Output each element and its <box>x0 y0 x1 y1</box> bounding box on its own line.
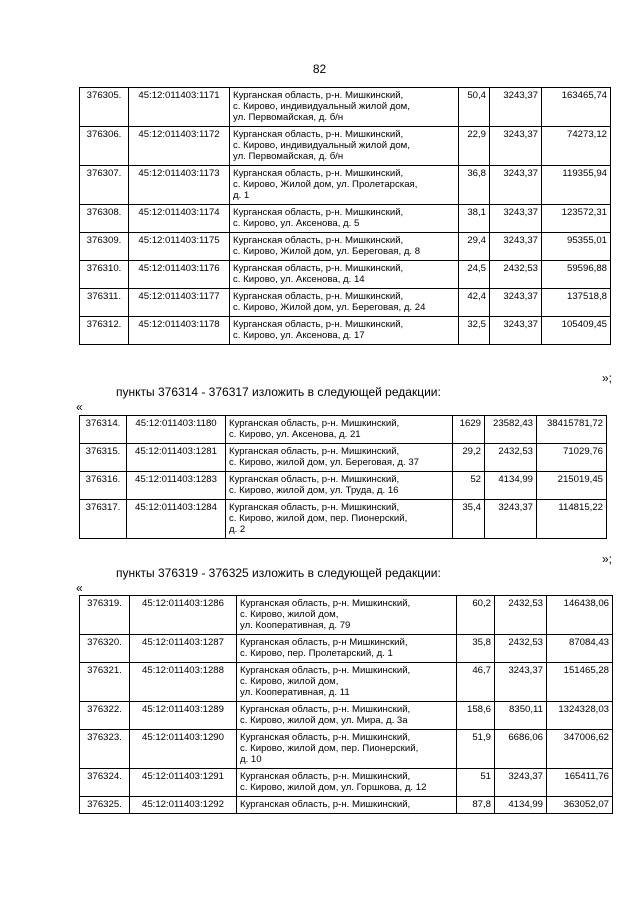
area-cell: 36,8 <box>459 166 490 205</box>
address-cell <box>230 127 459 166</box>
address-line: ул. Первомайская, д. б/н <box>233 151 344 162</box>
unit-price-cell: 3243,37 <box>495 769 547 797</box>
area-cell: 87,8 <box>457 797 495 814</box>
table-row <box>80 472 607 500</box>
address-line: с. Кирово, пер. Пролетарский, д. 1 <box>240 648 393 659</box>
address-line: с. Кирово, жилой дом, <box>240 676 339 687</box>
address-line: Курганская область, р-н. Мишкинский, <box>233 291 404 302</box>
address-cell <box>237 769 457 797</box>
table-row <box>80 88 611 127</box>
area-cell: 52 <box>453 472 485 500</box>
address-cell <box>230 205 459 233</box>
item-number-cell: 376321. <box>80 663 130 702</box>
address-line: с. Кирово, индивидуальный жилой дом, <box>233 101 410 112</box>
item-number-cell: 376319. <box>80 596 130 635</box>
item-number-cell: 376317. <box>80 500 127 539</box>
area-cell: 1629 <box>453 416 485 444</box>
item-number-cell: 376307. <box>80 166 129 205</box>
cadastral-cost-cell: 114815,22 <box>537 500 607 539</box>
closing-quote: »; <box>601 371 612 385</box>
cadastral-cost-cell: 151465,28 <box>547 663 613 702</box>
table-row <box>80 635 613 663</box>
address-cell <box>237 730 457 769</box>
unit-price-cell: 8350,11 <box>495 702 547 730</box>
item-number-cell: 376315. <box>80 444 127 472</box>
cadastral-cost-cell: 137518,8 <box>542 289 611 317</box>
address-line: Курганская область, р-н. Мишкинский, <box>233 90 404 101</box>
address-line: с. Кирово, жилой дом, пер. Пионерский, <box>240 743 419 754</box>
area-cell: 29,4 <box>459 233 490 261</box>
address-line: Курганская область, р-н. Мишкинский, <box>233 235 404 246</box>
cadastral-cost-cell: 163465,74 <box>542 88 611 127</box>
area-cell: 24,5 <box>459 261 490 289</box>
address-line: с. Кирово, Жилой дом, ул. Береговая, д. 8 <box>233 246 421 257</box>
item-number-cell: 376325. <box>80 797 130 814</box>
item-number-cell: 376308. <box>80 205 129 233</box>
unit-price-cell: 4134,99 <box>495 797 547 814</box>
address-line: с. Кирово, ул. Аксенова, д. 17 <box>233 330 365 341</box>
cadastral-number-cell: 45:12:011403:1177 <box>129 289 230 317</box>
cadastral-number-cell: 45:12:011403:1287 <box>130 635 237 663</box>
area-cell: 32,5 <box>459 317 490 345</box>
unit-price-cell: 2432,53 <box>485 444 537 472</box>
address-line: с. Кирово, жилой дом, ул. Труда, д. 16 <box>229 485 399 496</box>
address-cell <box>230 233 459 261</box>
area-cell: 35,4 <box>453 500 485 539</box>
address-line: д. 10 <box>240 754 262 765</box>
area-cell: 51 <box>457 769 495 797</box>
address-cell <box>230 261 459 289</box>
unit-price-cell: 3243,37 <box>490 205 542 233</box>
area-cell: 158,6 <box>457 702 495 730</box>
cadastral-number-cell: 45:12:011403:1174 <box>129 205 230 233</box>
table-row <box>80 416 607 444</box>
area-cell: 50,4 <box>459 88 490 127</box>
opening-quote: « <box>76 581 83 595</box>
unit-price-cell: 3243,37 <box>490 166 542 205</box>
table-row <box>80 769 613 797</box>
page-number: 82 <box>312 62 327 76</box>
item-number-cell: 376314. <box>80 416 127 444</box>
cadastral-cost-cell: 146438,06 <box>547 596 613 635</box>
table-row <box>80 261 611 289</box>
cadastral-number-cell: 45:12:011403:1180 <box>127 416 226 444</box>
table-row <box>80 317 611 345</box>
address-line: ул. Кооперативная, д. 79 <box>240 620 351 631</box>
address-line: Курганская область, р-н. Мишкинский, <box>240 704 411 715</box>
cadastral-cost-cell: 71029,76 <box>537 444 607 472</box>
table-row <box>80 289 611 317</box>
unit-price-cell: 3243,37 <box>490 88 542 127</box>
address-line: с. Кирово, жилой дом, ул. Береговая, д. 37 <box>229 457 419 468</box>
area-cell: 35,8 <box>457 635 495 663</box>
cadastral-cost-cell: 165411,76 <box>547 769 613 797</box>
area-cell: 29,2 <box>453 444 485 472</box>
address-line: Курганская область, р-н. Мишкинский, <box>229 418 400 429</box>
address-line: Курганская область, р-н. Мишкинский, <box>233 129 404 140</box>
area-cell: 42,4 <box>459 289 490 317</box>
table-row <box>80 500 607 539</box>
address-cell <box>237 797 457 814</box>
unit-price-cell: 2432,53 <box>495 596 547 635</box>
item-number-cell: 376323. <box>80 730 130 769</box>
unit-price-cell: 2432,53 <box>490 261 542 289</box>
address-cell <box>230 166 459 205</box>
address-cell <box>230 88 459 127</box>
item-number-cell: 376311. <box>80 289 129 317</box>
address-line: с. Кирово, жилой дом, ул. Горшкова, д. 12 <box>240 782 427 793</box>
address-line: Курганская область, р-н. Мишкинский, <box>229 502 400 513</box>
cadastral-cost-cell: 123572,31 <box>542 205 611 233</box>
cadastral-number-cell: 45:12:011403:1171 <box>129 88 230 127</box>
item-number-cell: 376310. <box>80 261 129 289</box>
area-cell: 38,1 <box>459 205 490 233</box>
address-cell <box>237 635 457 663</box>
cadastral-number-cell: 45:12:011403:1290 <box>130 730 237 769</box>
cadastre-table-1 <box>79 87 611 345</box>
address-line: Курганская область, р-н. Мишкинский, <box>240 665 411 676</box>
address-line: с. Кирово, Жилой дом, ул. Береговая, д. 24 <box>233 302 426 313</box>
item-number-cell: 376324. <box>80 769 130 797</box>
table-row <box>80 233 611 261</box>
cadastral-cost-cell: 1324328,03 <box>547 702 613 730</box>
unit-price-cell: 3243,37 <box>490 317 542 345</box>
cadastral-number-cell: 45:12:011403:1284 <box>127 500 226 539</box>
unit-price-cell: 3243,37 <box>490 127 542 166</box>
unit-price-cell: 3243,37 <box>485 500 537 539</box>
item-number-cell: 376320. <box>80 635 130 663</box>
cadastral-number-cell: 45:12:011403:1292 <box>130 797 237 814</box>
cadastre-table-3 <box>79 595 613 814</box>
address-line: Курганская область, р-н. Мишкинский, <box>240 598 411 609</box>
address-cell <box>226 416 453 444</box>
cadastre-table-2 <box>79 415 607 539</box>
cadastral-cost-cell: 105409,45 <box>542 317 611 345</box>
table-row <box>80 797 613 814</box>
address-cell <box>226 500 453 539</box>
address-line: Курганская область, р-н. Мишкинский, <box>233 319 404 330</box>
table-row <box>80 702 613 730</box>
table-row <box>80 127 611 166</box>
item-number-cell: 376305. <box>80 88 129 127</box>
unit-price-cell: 3243,37 <box>490 289 542 317</box>
address-line: д. 2 <box>229 524 246 535</box>
table-row <box>80 166 611 205</box>
address-line: Курганская область, р-н. Мишкинский, <box>229 474 400 485</box>
address-line: с. Кирово, жилой дом, ул. Мира, д. 3а <box>240 715 408 726</box>
address-line: Курганская область, р-н. Мишкинский, <box>233 263 404 274</box>
address-line: Курганская область, р-н. Мишкинский, <box>233 168 404 179</box>
cadastral-number-cell: 45:12:011403:1175 <box>129 233 230 261</box>
address-line: с. Кирово, ул. Аксенова, д. 21 <box>229 429 361 440</box>
table-row <box>80 205 611 233</box>
item-number-cell: 376306. <box>80 127 129 166</box>
address-line: ул. Первомайская, д. б/н <box>233 112 344 123</box>
area-cell: 60,2 <box>457 596 495 635</box>
address-line: Курганская область, р-н. Мишкинский, <box>240 771 411 782</box>
item-number-cell: 376322. <box>80 702 130 730</box>
address-line: с. Кирово, ул. Аксенова, д. 14 <box>233 274 365 285</box>
closing-quote: »; <box>601 552 612 566</box>
address-line: Курганская область, р-н. Мишкинский, <box>240 799 411 810</box>
address-line: Курганская область, р-н. Мишкинский, <box>240 732 411 743</box>
address-cell <box>226 472 453 500</box>
cadastral-number-cell: 45:12:011403:1288 <box>130 663 237 702</box>
unit-price-cell: 2432,53 <box>495 635 547 663</box>
cadastral-cost-cell: 87084,43 <box>547 635 613 663</box>
address-line: Курганская область, р-н. Мишкинский, <box>233 207 404 218</box>
cadastral-cost-cell: 59596,88 <box>542 261 611 289</box>
cadastral-number-cell: 45:12:011403:1172 <box>129 127 230 166</box>
instruction-text: пункты 376319 - 376325 изложить в следующей редакции: <box>116 566 441 580</box>
cadastral-cost-cell: 38415781,72 <box>537 416 607 444</box>
cadastral-cost-cell: 363052,07 <box>547 797 613 814</box>
address-line: Курганская область, р-н. Мишкинский, <box>229 446 400 457</box>
table-row <box>80 730 613 769</box>
address-line: с. Кирово, ул. Аксенова, д. 5 <box>233 218 360 229</box>
cadastral-cost-cell: 215019,45 <box>537 472 607 500</box>
address-cell <box>230 289 459 317</box>
address-line: д. 1 <box>233 190 250 201</box>
unit-price-cell: 6686,06 <box>495 730 547 769</box>
address-cell <box>237 596 457 635</box>
unit-price-cell: 4134,99 <box>485 472 537 500</box>
address-cell <box>226 444 453 472</box>
table-row <box>80 663 613 702</box>
item-number-cell: 376309. <box>80 233 129 261</box>
area-cell: 51,9 <box>457 730 495 769</box>
address-cell <box>237 702 457 730</box>
cadastral-number-cell: 45:12:011403:1283 <box>127 472 226 500</box>
address-line: Курганская область, р-н Мишкинский, <box>240 637 408 648</box>
cadastral-number-cell: 45:12:011403:1173 <box>129 166 230 205</box>
address-line: с. Кирово, жилой дом, пер. Пионерский, <box>229 513 408 524</box>
unit-price-cell: 3243,37 <box>490 233 542 261</box>
cadastral-number-cell: 45:12:011403:1286 <box>130 596 237 635</box>
item-number-cell: 376312. <box>80 317 129 345</box>
address-line: с. Кирово, жилой дом, <box>240 609 339 620</box>
address-line: с. Кирово, Жилой дом, ул. Пролетарская, <box>233 179 418 190</box>
table-row <box>80 596 613 635</box>
cadastral-number-cell: 45:12:011403:1178 <box>129 317 230 345</box>
address-line: ул. Кооперативная, д. 11 <box>240 687 350 698</box>
unit-price-cell: 23582,43 <box>485 416 537 444</box>
cadastral-number-cell: 45:12:011403:1281 <box>127 444 226 472</box>
table-row <box>80 444 607 472</box>
cadastral-cost-cell: 74273,12 <box>542 127 611 166</box>
cadastral-cost-cell: 119355,94 <box>542 166 611 205</box>
area-cell: 46,7 <box>457 663 495 702</box>
instruction-text: пункты 376314 - 376317 изложить в следующей редакции: <box>116 385 441 399</box>
cadastral-cost-cell: 95355,01 <box>542 233 611 261</box>
address-line: с. Кирово, индивидуальный жилой дом, <box>233 140 410 151</box>
address-cell <box>230 317 459 345</box>
item-number-cell: 376316. <box>80 472 127 500</box>
cadastral-number-cell: 45:12:011403:1176 <box>129 261 230 289</box>
unit-price-cell: 3243,37 <box>495 663 547 702</box>
opening-quote: « <box>76 400 83 414</box>
cadastral-number-cell: 45:12:011403:1289 <box>130 702 237 730</box>
area-cell: 22,9 <box>459 127 490 166</box>
cadastral-cost-cell: 347006,62 <box>547 730 613 769</box>
address-cell <box>237 663 457 702</box>
cadastral-number-cell: 45:12:011403:1291 <box>130 769 237 797</box>
